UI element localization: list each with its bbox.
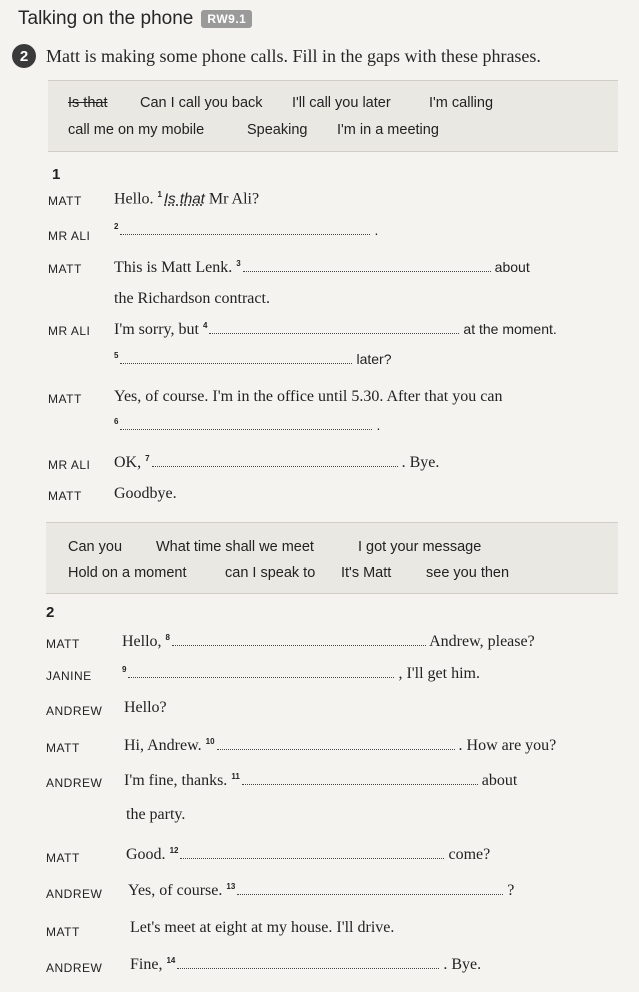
speaker-label: MR ALI xyxy=(48,324,91,338)
speaker-label: MATT xyxy=(48,262,82,276)
dialogue-line: Goodbye. xyxy=(114,485,177,502)
dialogue-continuation: the Richardson contract. xyxy=(114,290,270,307)
speaker-label: ANDREW xyxy=(46,961,103,975)
phrase: I'm in a meeting xyxy=(337,122,439,138)
phrase: see you then xyxy=(426,565,510,581)
dialogue-continuation: $^6$ . xyxy=(114,416,381,433)
answer-blank[interactable] xyxy=(209,320,459,334)
dialogue-line: Hello? xyxy=(124,699,167,716)
dialogue-line: OK, $^7$ . Bye. xyxy=(114,453,440,471)
phrase: Speaking xyxy=(247,122,308,138)
phrase: Can you xyxy=(68,539,123,555)
phrase: Hold on a moment xyxy=(68,565,187,581)
answer-blank[interactable] xyxy=(243,258,491,272)
dialogue-number: 1 xyxy=(52,166,61,183)
dialogue-line: Hi, Andrew. $^{10}$ . How are you? xyxy=(124,736,557,754)
dialogue-line: $^2$ . xyxy=(114,221,379,238)
dialogue-line: Let's meet at eight at my house. I'll drive. xyxy=(130,919,395,936)
gap-number: 5 xyxy=(114,350,119,360)
header xyxy=(18,8,252,30)
speaker-label: MATT xyxy=(48,194,82,208)
answer-blank[interactable] xyxy=(217,736,455,750)
dialogue-line: Hello. $^1$ Is that Mr Ali? xyxy=(114,190,260,208)
speaker-label: ANDREW xyxy=(46,776,103,790)
gap-number: 2 xyxy=(114,221,119,231)
answer-blank[interactable] xyxy=(120,221,370,235)
dialogue-line: Fine, $^{14}$ . Bye. xyxy=(130,955,482,973)
answer-filled: Is that xyxy=(164,190,205,208)
phrase: Is that xyxy=(68,95,108,111)
dialogue-line: This is Matt Lenk. $^3$ about xyxy=(114,258,530,276)
answer-blank[interactable] xyxy=(128,664,394,678)
speaker-label: MATT xyxy=(46,925,80,939)
gap-number: 3 xyxy=(236,258,241,268)
gap-number: 4 xyxy=(202,320,208,330)
page-title: Talking on the phone xyxy=(18,8,194,29)
speaker-label: ANDREW xyxy=(46,704,103,718)
dialogue-line: Hello, $^8$ Andrew, please? xyxy=(122,632,535,650)
phrase: I got your message xyxy=(358,539,482,555)
speaker-label: MATT xyxy=(46,851,80,865)
speaker-label: MATT xyxy=(48,489,82,503)
phrase: Can I call you back xyxy=(140,95,263,111)
dialogue-line: I'm sorry, but $^4$ at the moment. xyxy=(114,320,557,338)
gap-number: 11 xyxy=(231,771,240,781)
dialogue-line: $^9$ , I'll get him. xyxy=(122,664,480,682)
dialogue-line: I'm fine, thanks. $^{11}$ about xyxy=(124,771,518,789)
gap-number: 13 xyxy=(226,881,236,891)
gap-number: 10 xyxy=(205,736,215,746)
dialogue-number: 2 xyxy=(46,604,55,621)
phrase-box-2 xyxy=(46,522,618,594)
speaker-label: JANINE xyxy=(46,669,92,683)
speaker-label: MR ALI xyxy=(48,229,91,243)
phrase: call me on my mobile xyxy=(68,122,205,138)
dialogue-continuation: $^5$ later? xyxy=(114,350,392,367)
answer-blank[interactable] xyxy=(172,632,426,646)
answer-blank[interactable] xyxy=(120,350,352,364)
speaker-label: MATT xyxy=(48,392,82,406)
answer-blank[interactable] xyxy=(120,416,372,430)
gap-number: 14 xyxy=(166,955,176,965)
gap-number: 6 xyxy=(114,416,119,426)
gap-number: 12 xyxy=(169,845,179,855)
speaker-label: ANDREW xyxy=(46,887,103,901)
exercise-number: 2 xyxy=(12,44,36,68)
phrase: It's Matt xyxy=(341,565,392,581)
section-badge: RW9.1 xyxy=(201,10,252,28)
answer-blank[interactable] xyxy=(242,771,478,785)
gap-number: 1 xyxy=(157,190,162,199)
answer-blank[interactable] xyxy=(237,881,503,895)
phrase-box-1 xyxy=(48,80,618,152)
speaker-label: MATT xyxy=(46,637,80,651)
dialogue-line: Yes, of course. $^{13}$ ? xyxy=(128,881,515,899)
phrase: What time shall we meet xyxy=(156,539,314,555)
phrase: I'm calling xyxy=(429,95,494,111)
dialogue-continuation: the party. xyxy=(126,806,186,823)
phrase: can I speak to xyxy=(225,565,316,581)
phrase: I'll call you later xyxy=(292,95,391,111)
gap-number: 9 xyxy=(122,664,127,674)
dialogue-line: Good. $^{12}$ come? xyxy=(126,845,491,863)
answer-blank[interactable] xyxy=(180,845,444,859)
dialogue-line: Yes, of course. I'm in the office until 5.30. After that you can xyxy=(114,388,503,405)
gap-number: 8 xyxy=(165,632,170,642)
gap-number: 7 xyxy=(145,453,150,463)
exercise-instruction xyxy=(12,44,541,68)
instruction-text: Matt is making some phone calls. Fill in the gaps with these phrases. xyxy=(46,45,541,66)
speaker-label: MR ALI xyxy=(48,458,91,472)
answer-blank[interactable] xyxy=(152,453,398,467)
speaker-label: MATT xyxy=(46,741,80,755)
answer-blank[interactable] xyxy=(177,955,439,969)
